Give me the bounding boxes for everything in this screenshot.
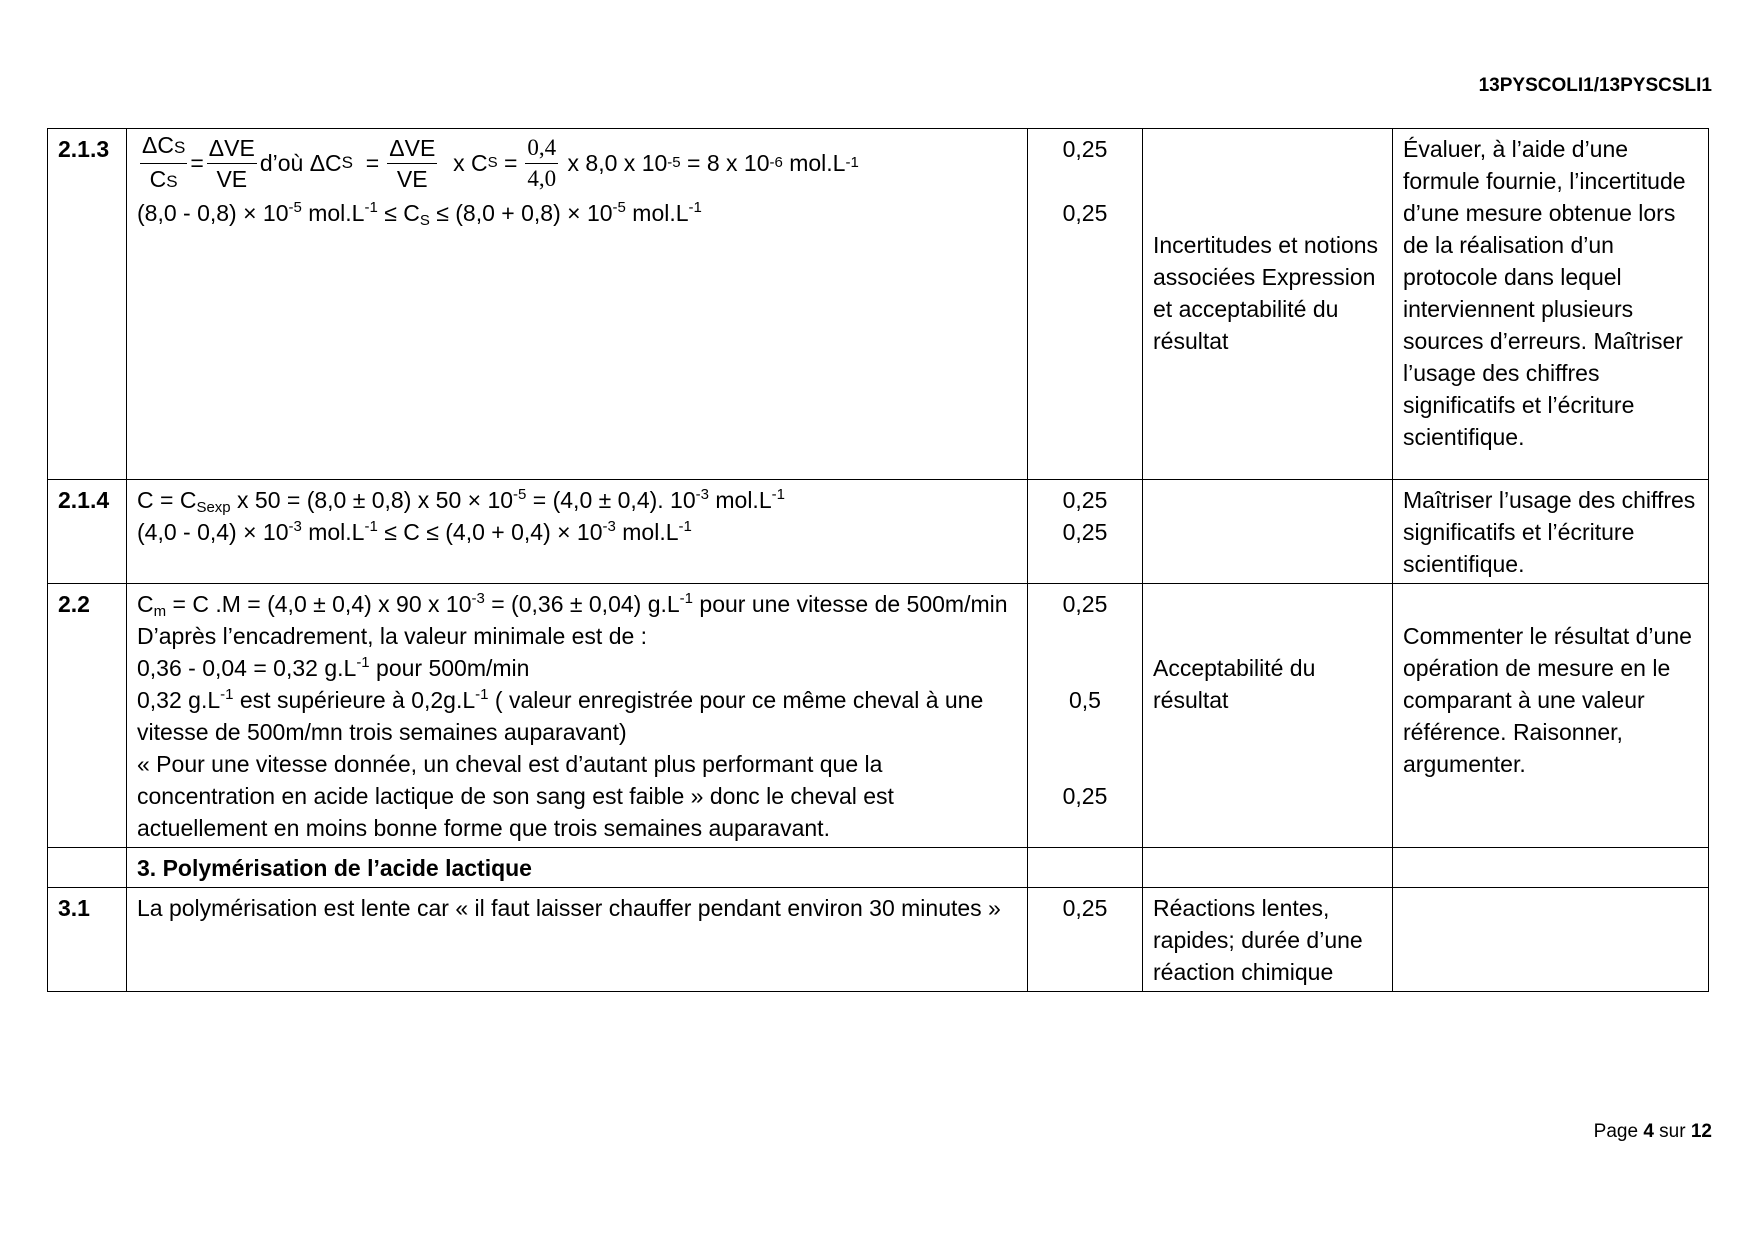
fraction-delta-ve-over-ve: $\frac{\text{ΔVE}}{VE}$	[208, 134, 255, 192]
points-cell: 0,25	[1028, 888, 1143, 992]
answer-cell: La polymérisation est lente car « il faut laisser chauffer pendant environ 30 minutes »	[127, 888, 1028, 992]
question-number: 2.2	[48, 584, 127, 848]
answer-cell: $C = C_{Sexp}$ x 50 = (8,0 ± 0,8) x $50 \times 10^{-5} = (4,0 \pm 0,4)$. $10^{-3}$ $mol.L^{-1}$ $(4,0 - 0,4) \times 10^{-3}$ $mol.L^{-1} \le C \le (4,0 + 0,4) \times 10^{-3}$ $mol.L^{-1}$	[127, 480, 1028, 584]
answer-cell: $C_m = C$ .M = (4,0 ± 0,4) x 90 x $10^{-3} = (0,36 \pm 0,04)$ $g.L^{-1}$ pour une vitesse de 500m/min D’après l’encadrement, la valeur minimale est de : 0,36 - 0,04 = 0,32 $g.L^{-1}$ pour 500m/min 0,32 $g.L^{-1}$ est supérieure à $0,2g.L^{-1}$ ( valeur enregistrée pour ce même cheval à une vitesse de 500m/mn trois semaines auparavant) « Pour une vitesse donnée, un cheval est d’autant plus performant que la concentration en acide lactique de son sang est faible » donc le cheval est actuellement en moins bonne forme que trois semaines auparavant.	[127, 584, 1028, 848]
competences-cell: Commenter le résultat d’une opération de mesure en le comparant à une valeur référence. Raisonner, argumenter.	[1393, 584, 1709, 848]
competences-cell: Maîtriser l’usage des chiffres significatifs et l’écriture scientifique.	[1393, 480, 1709, 584]
document-code: 13PYSCOLI1/13PYSCSLI1	[1478, 75, 1712, 96]
section-title: 3. Polymérisation de l’acide lactique	[127, 848, 1028, 888]
fraction-delta-cs-over-cs: $\frac{\text{ΔCS}}{CS}$	[142, 131, 186, 192]
uncertainty-formula: $\frac{\text{ΔCS}}{CS}$ = $\frac{\text{ΔVE}}{VE}$ d’où ΔC S = $\frac{\text{ΔVE}}{VE}$ x C S = $\frac{0,4}{4,0}$ x 8,0 x 10 -5 = 8 x 10 -6 mol.L -1	[137, 129, 1017, 197]
answer-cell	[127, 129, 1028, 480]
notions-cell: Incertitudes et notions associées Expression et acceptabilité du résultat	[1143, 129, 1393, 480]
points-cell: 0,25 0,25	[1028, 129, 1143, 480]
question-number: 2.1.4	[48, 480, 127, 584]
notions-cell	[1143, 480, 1393, 584]
table-row-2-2	[48, 584, 1709, 848]
table-row-3-1	[48, 888, 1709, 992]
uncertainty-interval: $(8,0 - 0,8) \times 10^{-5}$ $mol.L^{-1} \le C_S \le (8,0 + 0,8) \times 10^{-5}$ $mol.L^{-1}$	[137, 199, 702, 229]
points-cell: 0,25 0,25	[1028, 480, 1143, 584]
question-number	[48, 848, 127, 888]
page-number: Page 4 sur 12	[1593, 1121, 1712, 1142]
question-number: 3.1	[48, 888, 127, 992]
table-row-2-1-4	[48, 480, 1709, 584]
notions-cell: Acceptabilité du résultat	[1143, 584, 1393, 848]
fraction-delta-ve-over-ve-2: $\frac{\text{ΔVE}}{VE}$	[389, 134, 436, 192]
correction-table	[47, 128, 1709, 992]
table-row-2-1-3	[48, 129, 1709, 480]
points-cell: 0,25 0,5 0,25	[1028, 584, 1143, 848]
competences-cell	[1393, 888, 1709, 992]
notions-cell: Réactions lentes, rapides; durée d’une réaction chimique	[1143, 888, 1393, 992]
fraction-numeric: $\frac{0,4}{4,0}$	[527, 134, 557, 191]
table-row-section-3	[48, 848, 1709, 888]
competences-cell: Évaluer, à l’aide d’une formule fournie, l’incertitude d’une mesure obtenue lors de la réalisation d’un protocole dans lequel interviennent plusieurs sources d’erreurs. Maîtriser l’usage des chiffres significatifs et l’écriture scientifique.	[1393, 129, 1709, 480]
question-number: 2.1.3	[48, 129, 127, 480]
